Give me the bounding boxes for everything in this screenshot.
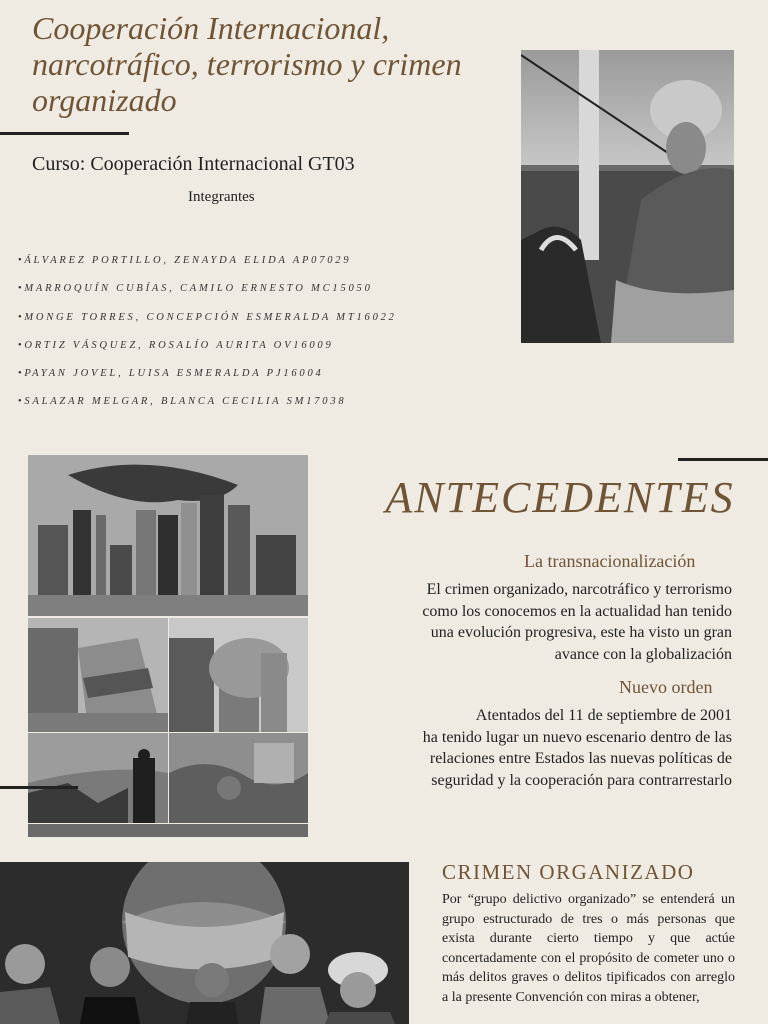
transnacionalizacion-title: La transnacionalización: [524, 551, 696, 571]
member-item: • MARROQUÍN CUBÍAS, CAMILO ERNESTO MC15050: [18, 281, 518, 309]
debris-strip-photo: [28, 824, 308, 837]
member-item: • SALAZAR MELGAR, BLANCA CECILIA SM17038: [18, 394, 518, 422]
course-label: Curso: Cooperación Internacional GT03: [32, 153, 355, 175]
member-item: • MONGE TORRES, CONCEPCIÓN ESMERALDA MT16022: [18, 310, 518, 338]
section-divider-right: [678, 458, 768, 461]
rescuer-smoke-photo: [28, 733, 168, 823]
nuevo-orden-title: Nuevo orden: [619, 677, 713, 697]
soldier-boat-photo: [521, 50, 734, 343]
member-item: • ÁLVAREZ PORTILLO, ZENAYDA ELIDA AP07029: [18, 253, 518, 281]
crimen-organizado-text: Por “grupo delictivo organizado” se entenderá un grupo estructurado de tres o más personas que exista durante cierto tiempo y que actúe concertadamente con el propósito de cometer uno o más delitos graves o delitos tipificados con arreglo a la presente Convención con miras a obtener,: [442, 892, 735, 1005]
member-item: • ORTIZ VÁSQUEZ, ROSALÍO AURITA OV16009: [18, 338, 518, 366]
rubble-photo: [169, 733, 308, 823]
crime-figures-collage: [0, 862, 409, 1024]
page-title: Cooperación Internacional, narcotráfico, terrorismo y crimen organizado: [32, 10, 462, 118]
collapsed-building-photo: [28, 618, 168, 732]
members-label: Integrantes: [188, 189, 255, 205]
member-item: • PAYAN JOVEL, LUISA ESMERALDA PJ16004: [18, 366, 518, 394]
city-towers-photo: [28, 455, 308, 616]
transnacionalizacion-text: El crimen organizado, narcotráfico y terrorismo como los conocemos en la actualidad han tenido una evolución progresiva, este ha visto un gran avance con la globalización: [422, 581, 732, 663]
title-underline: [0, 132, 129, 135]
antecedentes-heading: ANTECEDENTES: [385, 473, 735, 522]
crimen-organizado-heading: CRIMEN ORGANIZADO: [442, 860, 695, 884]
nuevo-orden-text: Atentados del 11 de septiembre de 2001 ha tenido lugar un nuevo escenario dentro de las relaciones entre Estados las nuevas políticas de seguridad y la cooperación para contrarrestarlo: [422, 707, 732, 789]
members-list: [18, 253, 518, 423]
burning-tower-photo: [169, 618, 308, 732]
section-divider-left: [0, 786, 78, 789]
